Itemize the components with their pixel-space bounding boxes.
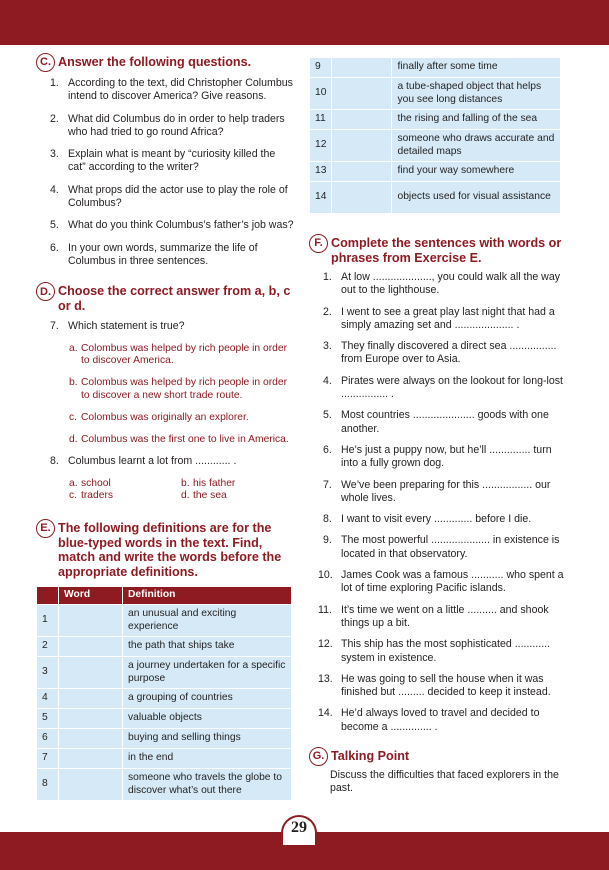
definition-cell: in the end — [123, 749, 292, 769]
word-answer-cell[interactable] — [332, 58, 392, 78]
definition-cell: objects used for visual assistance — [392, 182, 561, 214]
top-band — [0, 0, 609, 45]
definition-cell: a grouping of countries — [123, 689, 292, 709]
word-answer-cell[interactable] — [59, 605, 123, 637]
section-c-questions — [36, 77, 294, 268]
word-answer-cell[interactable] — [59, 657, 123, 689]
section-g-badge: G. — [309, 747, 328, 766]
table-row — [310, 162, 561, 182]
table-header-row — [37, 587, 292, 605]
definition-cell: someone who travels the globe to discover what’s out there — [123, 769, 292, 801]
question-7: 7. Which statement is true? — [50, 320, 185, 333]
option-7b: b. Colombus was helped by rich people in order to discover a new short trade route. — [69, 377, 288, 401]
row-number: 14 — [310, 182, 332, 214]
table-header-definition: Definition — [123, 587, 292, 605]
section-c-heading — [36, 55, 294, 72]
sentence-6: 6. He’s just a puppy now, but he’ll .............. turn into a fully grown dog. — [323, 443, 552, 470]
row-number: 10 — [310, 78, 332, 110]
question-4: 4. What props did the actor use to play the role of Columbus? — [50, 183, 288, 210]
option-8c: c. traders — [69, 490, 114, 502]
row-number: 9 — [310, 58, 332, 78]
section-c-title: Answer the following questions. — [58, 55, 252, 69]
table-row — [310, 110, 561, 130]
option-7a: a. Colombus was helped by rich people in order to discover America. — [69, 342, 288, 367]
word-answer-cell[interactable] — [59, 769, 123, 801]
option-7c: c. Colombus was originally an explorer. — [69, 411, 249, 423]
section-c-badge: C. — [36, 53, 55, 72]
row-number: 8 — [37, 769, 59, 801]
row-number: 5 — [37, 709, 59, 729]
table-row — [310, 182, 561, 214]
section-e-heading — [36, 521, 294, 579]
row-number: 7 — [37, 749, 59, 769]
table-row — [37, 657, 292, 689]
table-row — [37, 749, 292, 769]
definition-cell: valuable objects — [123, 709, 292, 729]
option-8b: b. his father — [181, 477, 236, 489]
word-answer-cell[interactable] — [332, 130, 392, 162]
sentence-8: 8. I want to visit every ............. before I die. — [323, 513, 532, 526]
sentence-1: 1. At low ...................., you could walk all the way out to the lighthouse. — [323, 271, 561, 297]
row-number: 1 — [37, 605, 59, 637]
sentence-3: 3. They finally discovered a direct sea ................ from Europe over to Asia. — [323, 340, 557, 366]
section-e-title: The following definitions are for the blue-typed words in the text. Find, match and write the words before the appropriate definitions. — [58, 521, 282, 579]
definition-cell: a tube-shaped object that helps you see long distances — [392, 78, 561, 110]
sentence-14: 14. He’d always loved to travel and decided to become a .............. . — [318, 707, 540, 733]
word-answer-cell[interactable] — [332, 78, 392, 110]
row-number: 6 — [37, 729, 59, 749]
definition-cell: find your way somewhere — [392, 162, 561, 182]
question-1: 1. According to the text, did Christopher Columbus intend to discover America? Give reasons. — [50, 77, 293, 103]
question-7-options — [36, 343, 294, 447]
word-answer-cell[interactable] — [332, 162, 392, 182]
section-g-title: Talking Point — [331, 749, 410, 764]
sentence-2: 2. I went to see a great play last night that had a simply amazing set and .................... . — [323, 305, 555, 331]
option-7d: d. Columbus was the first one to live in America. — [69, 433, 289, 445]
sentence-13: 13. He was going to sell the house when it was finished but ......... decided to keep it instead. — [318, 672, 551, 699]
table-row — [37, 729, 292, 749]
left-column — [36, 55, 294, 801]
question-8-options — [69, 478, 294, 504]
word-answer-cell[interactable] — [332, 110, 392, 130]
table-row — [37, 709, 292, 729]
definition-cell: the path that ships take — [123, 637, 292, 657]
definition-cell: a journey undertaken for a specific purpose — [123, 657, 292, 689]
row-number: 2 — [37, 637, 59, 657]
definition-cell: buying and selling things — [123, 729, 292, 749]
talking-point-text: Discuss the difficulties that faced explorers in the past. — [330, 769, 559, 795]
section-d-title: Choose the correct answer from a, b, c or d. — [58, 284, 291, 313]
definition-cell: the rising and falling of the sea — [392, 110, 561, 130]
sentence-12: 12. This ship has the most sophisticated ............ system in existence. — [318, 638, 551, 664]
option-8a: a. school — [69, 477, 111, 489]
word-answer-cell[interactable] — [59, 749, 123, 769]
table-row — [37, 689, 292, 709]
sentence-5: 5. Most countries ..................... goods with one another. — [323, 409, 549, 435]
section-f-heading — [309, 236, 565, 265]
page-number-tab — [281, 815, 317, 845]
sentence-11: 11. It’s time we went on a little .......... and shook things up a bit. — [318, 603, 549, 629]
row-number: 11 — [310, 110, 332, 130]
table-header-number — [37, 587, 59, 605]
row-number: 4 — [37, 689, 59, 709]
word-answer-cell[interactable] — [59, 637, 123, 657]
definitions-table-right — [309, 57, 561, 214]
right-column — [309, 57, 565, 796]
row-number: 13 — [310, 162, 332, 182]
section-f-sentences — [309, 271, 565, 734]
word-answer-cell[interactable] — [59, 729, 123, 749]
sentence-7: 7. We’ve been preparing for this ................. our whole lives. — [323, 478, 551, 504]
section-d-badge: D. — [36, 282, 55, 301]
option-8d: d. the sea — [181, 490, 227, 502]
definitions-table-left — [36, 586, 292, 801]
definition-cell: finally after some time — [392, 58, 561, 78]
question-2: 2. What did Columbus do in order to help traders who had tried to go round Africa? — [50, 112, 285, 138]
question-5: 5. What do you think Columbus’s father’s job was? — [50, 219, 294, 232]
section-f-badge: F. — [309, 234, 328, 253]
sentence-4: 4. Pirates were always on the lookout for long-lost ................ . — [323, 374, 563, 401]
section-d-heading — [36, 284, 294, 313]
sentence-10: 10. James Cook was a famous ........... who spent a lot of time exploring Pacific islands. — [318, 569, 564, 595]
definition-cell: an unusual and exciting experience — [123, 605, 292, 637]
section-f-title: Complete the sentences with words or phrases from Exercise E. — [331, 236, 562, 265]
table-row — [310, 78, 561, 110]
table-row — [310, 130, 561, 162]
definition-cell: someone who draws accurate and detailed maps — [392, 130, 561, 162]
question-6: 6. In your own words, summarize the life of Columbus in three sentences. — [50, 241, 258, 267]
table-row — [310, 58, 561, 78]
section-e-badge: E. — [36, 519, 55, 538]
section-g-heading — [309, 749, 565, 766]
table-row — [37, 605, 292, 637]
table-row — [37, 637, 292, 657]
question-8: 8. Columbus learnt a lot from ............ . — [50, 455, 237, 468]
question-3: 3. Explain what is meant by “curiosity killed the cat” according to the writer? — [50, 148, 276, 174]
table-header-word: Word — [59, 587, 123, 605]
row-number: 12 — [310, 130, 332, 162]
word-answer-cell[interactable] — [332, 182, 392, 214]
row-number: 3 — [37, 657, 59, 689]
word-answer-cell[interactable] — [59, 709, 123, 729]
table-row — [37, 769, 292, 801]
sentence-9: 9. The most powerful .................... in existence is located in that observatory. — [323, 534, 560, 560]
word-answer-cell[interactable] — [59, 689, 123, 709]
page-number: 29 — [291, 819, 307, 836]
